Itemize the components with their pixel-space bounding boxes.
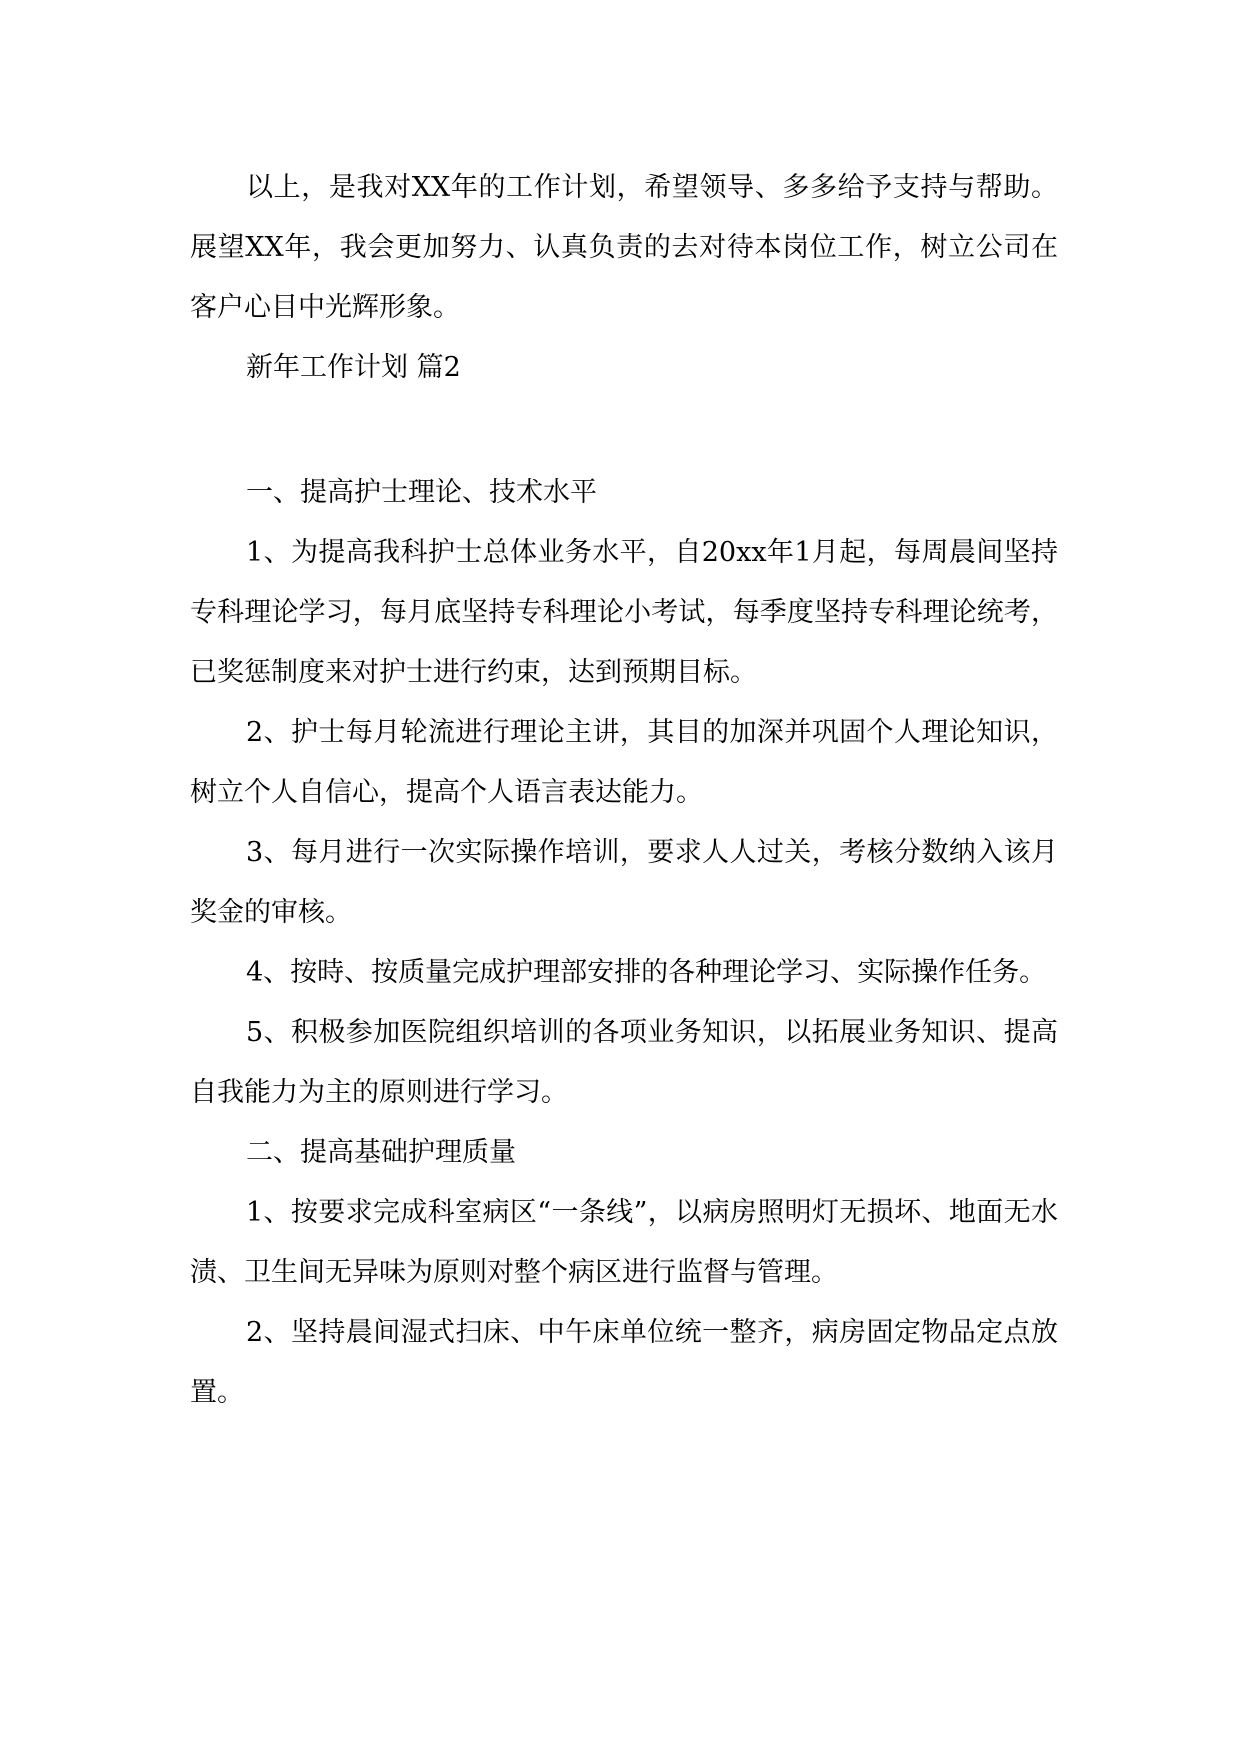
item-1-5: 5、积极参加医院组织培训的各项业务知识，以拓展业务知识、提高自我能力为主的原则进行学习。 (190, 1017, 1058, 1108)
item-1-1: 1、为提高我科护士总体业务水平，自20xx年1月起，每周晨间坚持专科理论学习，每月底坚持专科理论小考试，每季度坚持专科理论统考，已奖惩制度来对护士进行约束，达到预期目标。 (190, 537, 1058, 688)
spacer (190, 398, 1058, 463)
item-2-1: 1、按要求完成科室病区“一条线”，以病房照明灯无损坏、地面无水渍、卫生间无异味为原则对整个病区进行监督与管理。 (190, 1197, 1058, 1288)
document-page (190, 158, 1058, 1423)
item-2-2: 2、坚持晨间湿式扫床、中午床单位统一整齐，病房固定物品定点放置。 (190, 1317, 1058, 1408)
intro-paragraph: 以上，是我对XX年的工作计划，希望领导、多多给予支持与帮助。展望XX年，我会更加努力、认真负责的去对待本岗位工作，树立公司在客户心目中光辉形象。 (190, 172, 1058, 323)
heading-2: 二、提高基础护理质量 (246, 1137, 516, 1168)
item-1-2: 2、护士每月轮流进行理论主讲，其目的加深并巩固个人理论知识，树立个人自信心，提高个人语言表达能力。 (190, 717, 1058, 808)
heading-1: 一、提高护士理论、技术水平 (246, 477, 597, 508)
item-1-4: 4、按時、按质量完成护理部安排的各种理论学习、实际操作任务。 (246, 957, 1047, 988)
item-1-3: 3、每月进行一次实际操作培训，要求人人过关，考核分数纳入该月奖金的审核。 (190, 837, 1058, 928)
section-title: 新年工作计划 篇2 (246, 352, 461, 383)
